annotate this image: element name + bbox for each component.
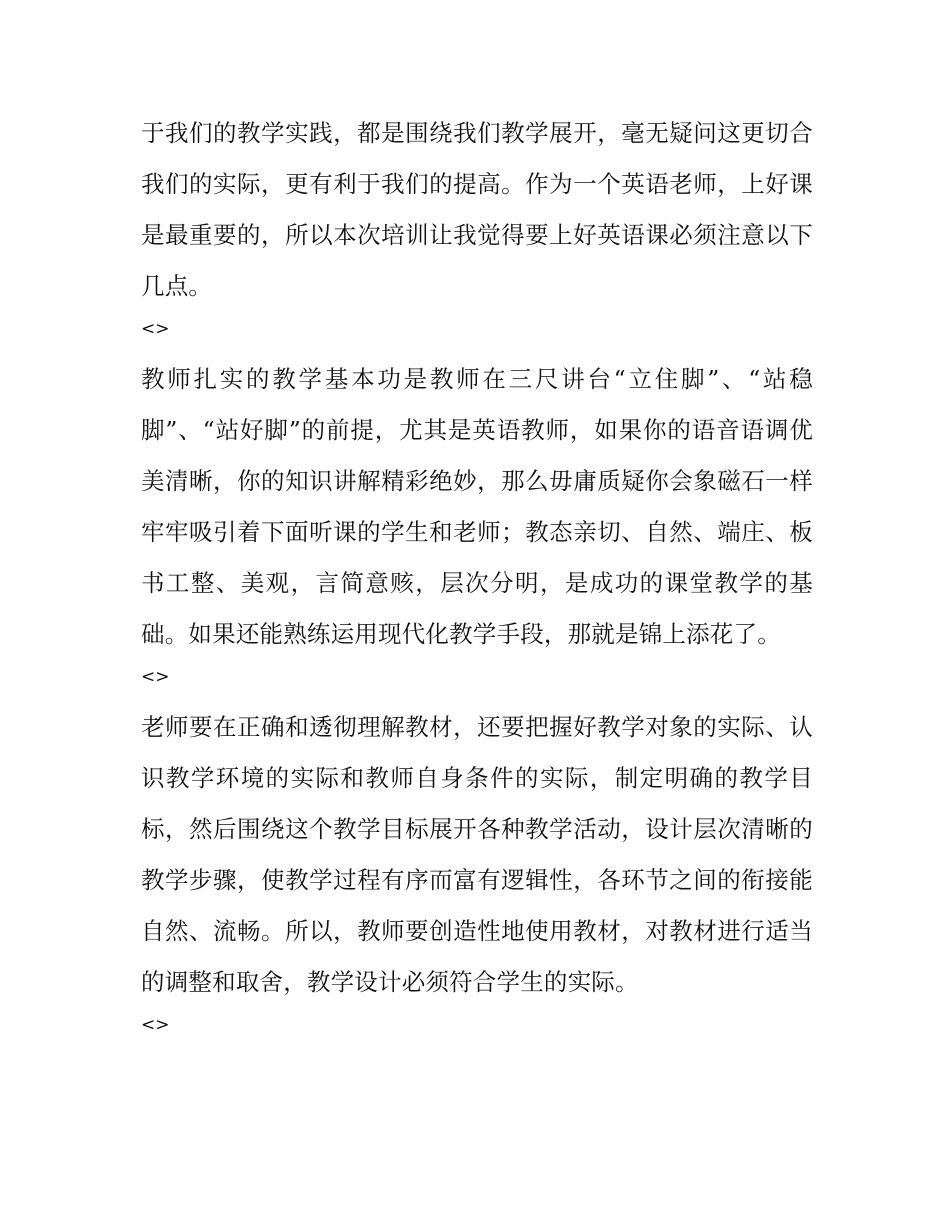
paragraph-1: 于我们的教学实践，都是围绕我们教学展开，毫无疑问这更切合我们的实际，更有利于我们的提高。作为一个英语老师，上好课是最重要的，所以本次培训让我觉得要上好英语课必须注意以下几点。	[141, 119, 813, 300]
document-body	[141, 108, 813, 1050]
section-marker-3: <>	[141, 1015, 170, 1035]
paragraph-2: 教师扎实的教学基本功是教师在三尺讲台“立住脚”、“站稳脚”、“站好脚”的前提，尤其是英语教师，如果你的语音语调优美清晰，你的知识讲解精彩绝妙，那么毋庸质疑你会象磁石一样牢牢吸引着下面听课的学生和老师；教态亲切、自然、端庄、板书工整、美观，言简意赅，层次分明，是成功的课堂教学的基础。如果还能熟练运用现代化教学手段，那就是锦上添花了。	[141, 365, 813, 648]
section-marker-2: <>	[141, 667, 170, 687]
paragraph-3: 老师要在正确和透彻理解教材，还要把握好教学对象的实际、认识教学环境的实际和教师自身条件的实际，制定明确的教学目标，然后围绕这个教学目标展开各种教学活动，设计层次清晰的教学步骤，使教学过程有序而富有逻辑性，各环节之间的衔接能自然、流畅。所以，教师要创造性地使用教材，对教材进行适当的调整和取舍，教学设计必须符合学生的实际。	[141, 713, 813, 996]
section-marker-1: <>	[141, 319, 170, 339]
